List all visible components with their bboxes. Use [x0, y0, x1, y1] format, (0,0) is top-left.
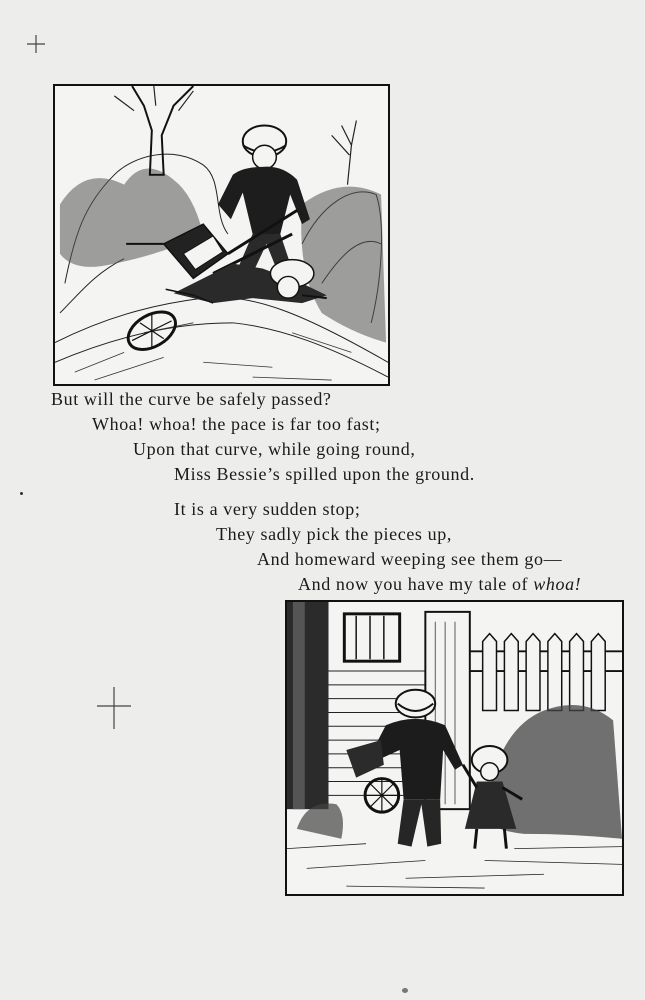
verse-1-line-1: But will the curve be safely passed? — [51, 389, 332, 409]
whoa-emphasis: whoa! — [533, 574, 582, 594]
verse-2-line-2: They sadly pick the pieces up, — [216, 524, 452, 544]
verse-1-line-3: Upon that curve, while going round, — [133, 439, 416, 459]
wheelbarrow-spill-engraving — [55, 86, 388, 384]
verse-2-line-4-text: And now you have my tale of — [298, 574, 534, 594]
bottom-illustration — [285, 600, 624, 896]
crop-mark-top-left — [26, 34, 46, 54]
walking-home-engraving — [287, 602, 622, 894]
dust-speck — [20, 492, 23, 495]
verse-2-line-1: It is a very sudden stop; — [174, 499, 361, 519]
crop-mark-left — [96, 686, 132, 730]
verse-1-line-4: Miss Bessie’s spilled upon the ground. — [174, 464, 475, 484]
verse-2-line-4 — [298, 573, 581, 595]
verse-2-line-3: And homeward weeping see them go— — [257, 549, 563, 569]
verse-1-line-2: Whoa! whoa! the pace is far too fast; — [92, 414, 381, 434]
dust-speck — [402, 988, 408, 993]
top-illustration — [53, 84, 390, 386]
